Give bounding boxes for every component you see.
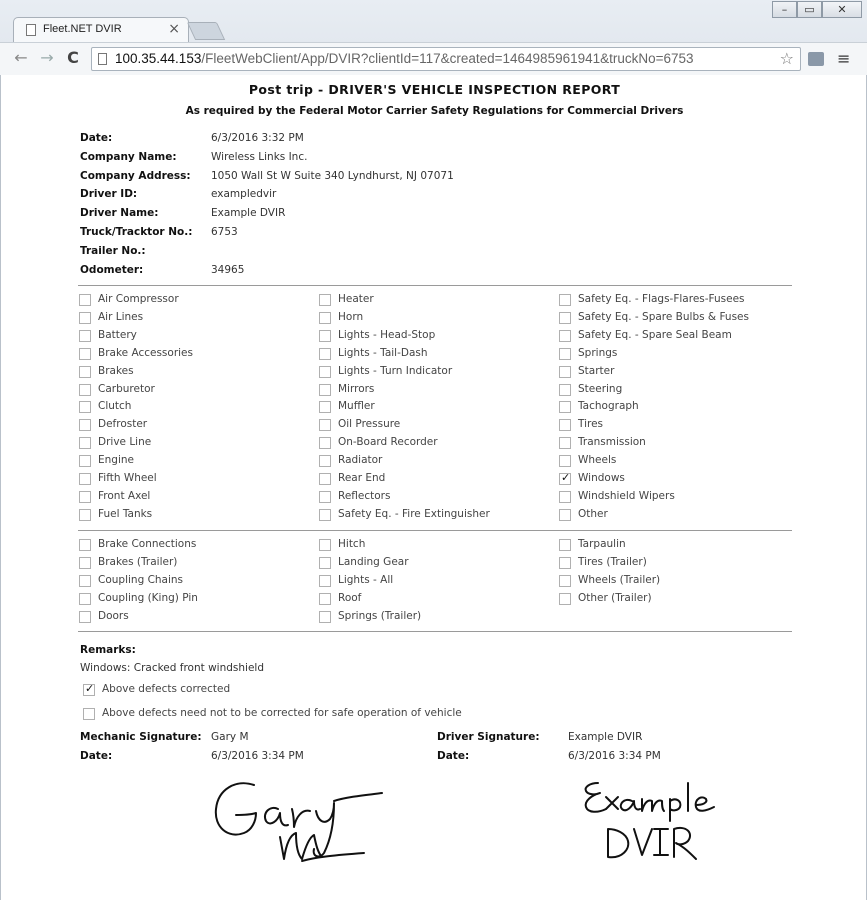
inspection-item-label: Rear End [338, 472, 386, 484]
inspection-checkbox[interactable] [79, 419, 91, 431]
inspection-checkbox[interactable] [559, 509, 571, 521]
inspection-item-label: Brakes (Trailer) [98, 555, 178, 568]
inspection-item-label: Starter [578, 364, 615, 377]
inspection-checkbox[interactable] [319, 491, 331, 503]
inspection-item-label: Hitch [338, 538, 366, 550]
info-label: Driver Name: [80, 207, 159, 220]
info-value: 1050 Wall St W Suite 340 Lyndhurst, NJ 07071 [211, 169, 454, 182]
driver-date-label: Date: [437, 750, 470, 762]
inspection-item-label: Heater [338, 293, 374, 305]
inspection-checkbox[interactable] [319, 419, 331, 431]
inspection-checkbox[interactable] [79, 593, 91, 605]
inspection-checkbox[interactable] [319, 509, 331, 521]
inspection-item-label: Tires (Trailer) [578, 555, 647, 568]
inspection-item-label: Fuel Tanks [98, 507, 153, 520]
inspection-checkbox[interactable] [559, 575, 571, 587]
inspection-checkbox[interactable] [319, 384, 331, 396]
inspection-checkbox[interactable] [559, 491, 571, 503]
inspection-item-label: Transmission [578, 436, 646, 449]
info-value: 34965 [211, 263, 245, 276]
info-value: exampledvir [211, 188, 277, 201]
info-value: Wireless Links Inc. [211, 150, 308, 163]
remarks-label: Remarks: [80, 644, 136, 656]
inspection-item-label: Air Compressor [98, 293, 179, 305]
inspection-checkbox[interactable] [559, 294, 571, 306]
inspection-item-label: Windows [578, 472, 625, 484]
url-host: 100.35.44.153 [115, 51, 202, 66]
inspection-checkbox[interactable] [79, 455, 91, 467]
inspection-item-label: Reflectors [338, 489, 391, 502]
inspection-item-label: Doors [98, 609, 129, 622]
inspection-item-label: Brakes [98, 364, 134, 377]
inspection-item-label: Landing Gear [338, 555, 409, 568]
inspection-checkbox[interactable] [319, 437, 331, 449]
inspection-item-label: Muffler [338, 400, 375, 413]
inspection-checkbox[interactable] [319, 366, 331, 378]
inspection-checkbox[interactable] [79, 539, 91, 551]
url-path: /FleetWebClient/App/DVIR?clientId=117&created=1464985961941&truckNo=6753 [201, 51, 694, 66]
inspection-checkbox[interactable] [319, 473, 331, 485]
inspection-checkbox[interactable] [319, 455, 331, 467]
page-favicon-icon [26, 24, 36, 36]
inspection-item-label: Defroster [98, 418, 148, 431]
inspection-checkbox[interactable] [559, 312, 571, 324]
inspection-checkbox[interactable] [319, 401, 331, 413]
inspection-item-label: Tachograph [578, 400, 639, 413]
forward-arrow-icon[interactable]: → [40, 48, 54, 67]
window-close-button[interactable]: ✕ [822, 1, 862, 18]
inspection-checkbox[interactable] [79, 611, 91, 623]
report-page [0, 75, 867, 900]
driver-handwritten-signature [576, 775, 726, 870]
inspection-item-label: Lights - Turn Indicator [338, 364, 453, 377]
inspection-checkbox[interactable] [559, 437, 571, 449]
inspection-item-label: Coupling (King) Pin [98, 591, 198, 604]
info-label: Trailer No.: [80, 244, 146, 257]
inspection-checkbox[interactable] [79, 509, 91, 521]
inspection-checkbox[interactable] [319, 557, 331, 569]
inspection-checkbox[interactable] [559, 366, 571, 378]
back-arrow-icon[interactable]: ← [14, 48, 28, 67]
inspection-checkbox[interactable] [319, 593, 331, 605]
inspection-item-label: Clutch [98, 400, 132, 413]
title-bar [0, 0, 867, 42]
inspection-checkbox[interactable] [79, 294, 91, 306]
inspection-checkbox[interactable] [79, 557, 91, 569]
info-label: Truck/Tracktor No.: [80, 226, 193, 238]
inspection-checkbox[interactable] [559, 401, 571, 413]
report-subtitle: As required by the Federal Motor Carrier Safety Regulations for Commercial Drivers [185, 105, 684, 117]
inspection-checkbox[interactable] [559, 539, 571, 551]
defects-not-needed-label: Above defects need not to be corrected for safe operation of vehicle [102, 707, 462, 719]
inspection-checkbox[interactable] [319, 312, 331, 324]
reload-icon[interactable]: C [67, 48, 79, 67]
inspection-item-label: Wheels [578, 454, 617, 467]
inspection-item-label: Lights - Tail-Dash [338, 346, 428, 359]
mechanic-handwritten-signature [206, 775, 391, 867]
info-label: Driver ID: [80, 188, 138, 201]
inspection-item-label: Springs [578, 346, 618, 359]
inspection-item-label: Radiator [338, 454, 383, 467]
divider [78, 631, 792, 632]
mechanic-signature-label: Mechanic Signature: [80, 731, 202, 743]
menu-icon[interactable]: ≡ [837, 49, 851, 68]
inspection-checkbox[interactable] [319, 611, 331, 623]
inspection-item-label: Coupling Chains [98, 573, 184, 586]
inspection-item-label: Safety Eq. - Spare Seal Beam [578, 328, 732, 341]
inspection-checkbox[interactable] [79, 330, 91, 342]
mechanic-signature-value: Gary M [211, 731, 249, 743]
inspection-item-label: Other (Trailer) [578, 591, 652, 604]
inspection-item-label: Tarpaulin [578, 538, 626, 550]
inspection-item-label: Springs (Trailer) [338, 609, 422, 622]
inspection-checkbox[interactable] [319, 575, 331, 587]
inspection-item-label: Carburetor [98, 382, 155, 395]
extension-icon[interactable] [808, 52, 824, 66]
report-title: Post trip - DRIVER'S VEHICLE INSPECTION REPORT [248, 82, 621, 97]
inspection-checkbox[interactable] [79, 401, 91, 413]
inspection-item-label: Roof [338, 591, 362, 604]
inspection-checkbox[interactable] [559, 455, 571, 467]
inspection-item-label: Steering [578, 382, 623, 395]
inspection-checkbox[interactable] [79, 348, 91, 360]
inspection-item-label: Battery [98, 328, 137, 341]
info-value: 6753 [211, 226, 238, 238]
inspection-checkbox[interactable] [79, 491, 91, 503]
info-label: Odometer: [80, 263, 144, 276]
mechanic-date-label: Date: [80, 750, 113, 762]
page-icon [98, 53, 107, 65]
inspection-item-label: Windshield Wipers [578, 489, 675, 502]
inspection-checkbox[interactable] [79, 437, 91, 449]
inspection-checkbox[interactable] [319, 539, 331, 551]
divider [78, 285, 792, 286]
inspection-item-label: Wheels (Trailer) [578, 573, 661, 586]
inspection-checkbox[interactable] [319, 330, 331, 342]
defects-corrected-label: Above defects corrected [102, 683, 231, 695]
inspection-item-label: Mirrors [338, 382, 375, 395]
inspection-item-label: Fifth Wheel [98, 472, 157, 484]
info-label: Date: [80, 132, 113, 144]
remarks-text: Windows: Cracked front windshield [80, 662, 264, 674]
inspection-checkbox[interactable] [319, 348, 331, 360]
browser-chrome [0, 0, 867, 75]
inspection-item-label: Brake Connections [98, 538, 197, 550]
driver-date-value: 6/3/2016 3:34 PM [568, 750, 661, 762]
info-value: 6/3/2016 3:32 PM [211, 132, 304, 144]
inspection-item-label: Brake Accessories [98, 346, 193, 359]
window-maximize-button[interactable]: ▭ [797, 1, 822, 18]
inspection-checkbox[interactable] [559, 557, 571, 569]
inspection-item-label: On-Board Recorder [338, 436, 438, 449]
tab-title: Fleet.NET DVIR [43, 23, 122, 35]
inspection-item-label: Safety Eq. - Spare Bulbs & Fuses [578, 310, 749, 323]
inspection-item-label: Safety Eq. - Fire Extinguisher [338, 507, 490, 520]
inspection-checkbox[interactable] [79, 473, 91, 485]
defects-corrected-checkbox[interactable] [83, 684, 95, 696]
address-bar[interactable] [91, 47, 801, 71]
inspection-checkbox[interactable] [79, 312, 91, 324]
driver-signature-label: Driver Signature: [437, 731, 540, 743]
inspection-item-label: Lights - Head-Stop [338, 328, 436, 341]
inspection-item-label: Horn [338, 310, 364, 323]
driver-signature-value: Example DVIR [568, 731, 643, 743]
inspection-checkbox[interactable] [559, 384, 571, 396]
mechanic-date-value: 6/3/2016 3:34 PM [211, 750, 304, 762]
window-minimize-button[interactable]: – [772, 1, 797, 18]
inspection-item-label: Lights - All [338, 573, 394, 586]
tab-close-icon[interactable]: × [168, 21, 180, 37]
browser-tab[interactable] [13, 17, 189, 42]
inspection-item-label: Drive Line [98, 436, 152, 449]
inspection-checkbox[interactable] [559, 330, 571, 342]
inspection-checkbox[interactable] [559, 593, 571, 605]
info-value: Example DVIR [211, 207, 286, 220]
inspection-checkbox[interactable] [559, 473, 571, 485]
browser-toolbar [0, 42, 867, 75]
inspection-checkbox[interactable] [559, 348, 571, 360]
inspection-item-label: Safety Eq. - Flags-Flares-Fusees [578, 293, 745, 305]
info-label: Company Name: [80, 150, 177, 163]
url-text[interactable] [115, 51, 694, 66]
info-label: Company Address: [80, 169, 191, 182]
divider [78, 530, 792, 531]
inspection-checkbox[interactable] [79, 384, 91, 396]
defects-not-needed-checkbox[interactable] [83, 708, 95, 720]
inspection-checkbox[interactable] [79, 366, 91, 378]
inspection-checkbox[interactable] [559, 419, 571, 431]
inspection-item-label: Tires [578, 418, 604, 431]
bookmark-star-icon[interactable]: ☆ [779, 49, 794, 68]
inspection-item-label: Other [578, 507, 608, 520]
inspection-item-label: Front Axel [98, 489, 151, 502]
inspection-item-label: Oil Pressure [338, 418, 401, 431]
new-tab-button[interactable] [187, 22, 225, 40]
inspection-checkbox[interactable] [319, 294, 331, 306]
inspection-item-label: Air Lines [98, 310, 144, 323]
inspection-checkbox[interactable] [79, 575, 91, 587]
inspection-item-label: Engine [98, 454, 134, 467]
